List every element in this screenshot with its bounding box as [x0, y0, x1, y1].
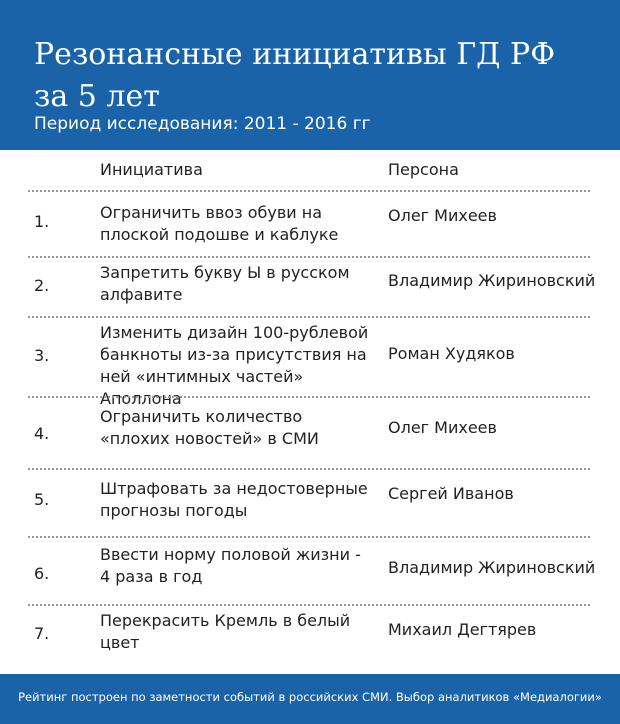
row-number: 4.	[34, 424, 50, 443]
person-name: Владимир Жириновский	[388, 271, 596, 290]
row-number: 2.	[34, 276, 50, 295]
divider	[28, 316, 590, 318]
row-number: 6.	[34, 564, 50, 583]
initiative-line: прогнозы погоды	[100, 501, 248, 520]
person-name: Олег Михеев	[388, 206, 497, 225]
initiative-line: Перекрасить Кремль в белый	[100, 611, 351, 630]
initiative-line: Штрафовать за недостоверные	[100, 479, 368, 498]
initiative-text	[100, 544, 385, 588]
initiative-line: ней «интимных частей» Аполлона	[100, 367, 304, 408]
initiative-text	[100, 406, 385, 450]
divider	[28, 468, 590, 470]
initiative-line: Изменить дизайн 100-рублевой	[100, 323, 369, 342]
initiative-text	[100, 610, 385, 654]
column-header-person: Персона	[388, 160, 459, 179]
header-banner	[0, 0, 620, 150]
divider	[28, 536, 590, 538]
footer-banner	[0, 674, 620, 724]
divider	[28, 256, 590, 258]
divider	[28, 396, 590, 398]
initiative-line: Ограничить количество	[100, 407, 303, 426]
initiative-line: 4 раза в год	[100, 567, 203, 586]
title-line-2: за 5 лет	[34, 79, 160, 114]
initiative-line: Запретить букву Ы в русском	[100, 263, 350, 282]
row-number: 7.	[34, 624, 50, 643]
divider	[28, 190, 590, 192]
initiative-line: Ограничить ввоз обуви на	[100, 203, 323, 222]
person-name: Сергей Иванов	[388, 484, 514, 503]
column-header-initiative: Инициатива	[100, 160, 203, 179]
person-name: Роман Худяков	[388, 344, 515, 363]
initiative-line: «плохих новостей» в СМИ	[100, 429, 319, 448]
initiative-line: алфавите	[100, 285, 183, 304]
page-title	[34, 34, 594, 118]
initiative-line: плоской подошве и каблуке	[100, 225, 339, 244]
divider	[28, 604, 590, 606]
title-line-1: Резонансные инициативы ГД РФ	[34, 37, 556, 72]
page-subtitle: Период исследования: 2011 - 2016 гг	[34, 114, 371, 134]
footer-note: Рейтинг построен по заметности событий в российских СМИ. Выбор аналитиков «Медиалогии»	[18, 690, 602, 704]
person-name: Владимир Жириновский	[388, 558, 596, 577]
initiative-line: Ввести норму половой жизни -	[100, 545, 361, 564]
initiative-line: цвет	[100, 633, 140, 652]
initiative-line: банкноты из-за присутствия на	[100, 345, 367, 364]
initiative-text	[100, 202, 385, 246]
initiative-text	[100, 262, 385, 306]
row-number: 1.	[34, 212, 50, 231]
row-number: 3.	[34, 346, 50, 365]
person-name: Олег Михеев	[388, 418, 497, 437]
row-number: 5.	[34, 490, 50, 509]
person-name: Михаил Дегтярев	[388, 620, 537, 639]
initiative-text	[100, 478, 385, 522]
